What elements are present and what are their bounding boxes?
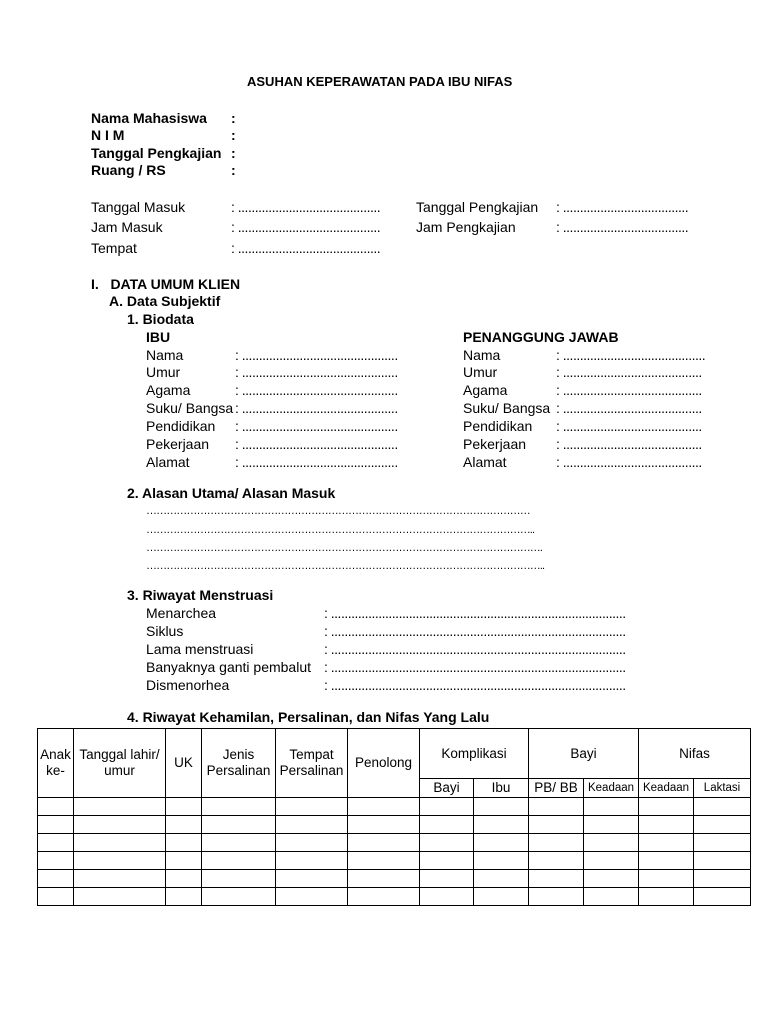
table-cell[interactable]	[38, 798, 74, 816]
reason-line[interactable]: ………………………………………………………………………………………………………..	[146, 560, 545, 572]
mother-field[interactable]: : ..............................................	[235, 364, 398, 380]
table-row	[38, 798, 751, 816]
table-cell[interactable]	[529, 870, 584, 888]
table-cell[interactable]	[639, 798, 694, 816]
time-in-field[interactable]: : ..........................................	[231, 219, 381, 235]
table-cell[interactable]	[276, 870, 348, 888]
assess-time-label: Jam Pengkajian	[416, 219, 516, 235]
table-cell[interactable]	[694, 852, 751, 870]
place-label: Tempat	[91, 240, 137, 256]
table-cell[interactable]	[584, 834, 639, 852]
table-cell[interactable]	[74, 816, 166, 834]
colon: :	[231, 162, 236, 178]
history-table	[37, 728, 751, 906]
table-cell[interactable]	[694, 798, 751, 816]
student-date-label: Tanggal Pengkajian	[91, 145, 222, 161]
table-cell[interactable]	[276, 888, 348, 906]
table-cell[interactable]	[74, 870, 166, 888]
guardian-field[interactable]: : .........................................	[556, 418, 702, 434]
table-cell[interactable]	[474, 816, 529, 834]
subsection-subjective-data: A. Data Subjektif	[109, 293, 221, 309]
table-cell[interactable]	[420, 888, 474, 906]
table-cell[interactable]	[38, 816, 74, 834]
table-cell[interactable]	[694, 816, 751, 834]
assess-time-field[interactable]: : .....................................	[556, 219, 689, 235]
table-row	[38, 816, 751, 834]
guardian-heading: PENANGGUNG JAWAB	[463, 329, 619, 345]
guardian-label: Alamat	[463, 454, 507, 470]
table-cell[interactable]	[276, 798, 348, 816]
col-header-helper: Penolong	[348, 729, 420, 798]
colon: :	[231, 127, 236, 143]
subheader-comp-mother: Ibu	[474, 779, 529, 798]
table-cell[interactable]	[584, 870, 639, 888]
menstruation-label: Dismenorhea	[146, 677, 230, 693]
menstruation-heading: 3. Riwayat Menstruasi	[127, 587, 274, 603]
mother-label: Pendidikan	[146, 418, 216, 434]
guardian-label: Pendidikan	[463, 418, 533, 434]
mother-label: Umur	[146, 364, 181, 380]
table-cell[interactable]	[166, 888, 202, 906]
mother-label: Pekerjaan	[146, 436, 210, 452]
table-cell[interactable]	[166, 798, 202, 816]
reason-line[interactable]: ……………………………………………………………………………………………………….	[146, 542, 543, 554]
table-cell[interactable]	[276, 834, 348, 852]
guardian-field[interactable]: : .........................................	[556, 400, 702, 416]
table-cell[interactable]	[584, 852, 639, 870]
menstruation-label: Banyaknya ganti pembalut	[146, 659, 311, 675]
table-row	[38, 870, 751, 888]
table-cell[interactable]	[474, 888, 529, 906]
student-name-label: Nama Mahasiswa	[91, 110, 207, 126]
col-header-complication: Komplikasi	[420, 729, 529, 779]
mother-heading: IBU	[146, 329, 171, 345]
table-cell[interactable]	[38, 888, 74, 906]
reason-heading: 2. Alasan Utama/ Alasan Masuk	[127, 485, 336, 501]
reason-line[interactable]: ……………………………………………………………………………………………………	[146, 505, 530, 517]
section-heading-general-data: I. DATA UMUM KLIEN	[91, 276, 241, 292]
subheader-baby-state: Keadaan	[584, 779, 639, 798]
table-cell[interactable]	[202, 852, 276, 870]
col-header-delivery-type: Jenis Persalinan	[202, 729, 276, 798]
guardian-label: Agama	[463, 382, 508, 398]
table-cell[interactable]	[639, 852, 694, 870]
page-title: ASUHAN KEPERAWATAN PADA IBU NIFAS	[247, 74, 513, 89]
table-cell[interactable]	[639, 888, 694, 906]
reason-line[interactable]: ……………………………………………………………………………………………………..	[146, 524, 535, 536]
date-in-label: Tanggal Masuk	[91, 199, 186, 215]
table-cell[interactable]	[584, 798, 639, 816]
table-row	[38, 888, 751, 906]
guardian-field[interactable]: : .........................................	[556, 382, 702, 398]
table-cell[interactable]	[474, 798, 529, 816]
mother-field[interactable]: : ..............................................	[235, 400, 398, 416]
student-nim-label: N I M	[91, 127, 125, 143]
table-cell[interactable]	[74, 834, 166, 852]
table-cell[interactable]	[639, 870, 694, 888]
menstruation-label: Lama menstruasi	[146, 641, 254, 657]
menstruation-field[interactable]: : .......................................................................................	[324, 659, 626, 675]
table-cell[interactable]	[529, 816, 584, 834]
table-cell[interactable]	[639, 834, 694, 852]
table-cell[interactable]	[420, 798, 474, 816]
table-cell[interactable]	[38, 852, 74, 870]
menstruation-field[interactable]: : .......................................................................................	[324, 641, 626, 657]
table-cell[interactable]	[474, 852, 529, 870]
mother-field[interactable]: : ..............................................	[235, 347, 398, 363]
table-cell[interactable]	[166, 870, 202, 888]
table-cell[interactable]	[694, 834, 751, 852]
col-header-uk: UK	[166, 729, 202, 798]
menstruation-field[interactable]: : .......................................................................................	[324, 605, 626, 621]
table-cell[interactable]	[276, 852, 348, 870]
mother-field[interactable]: : ..............................................	[235, 436, 398, 452]
menstruation-field[interactable]: : .......................................................................................	[324, 623, 626, 639]
assess-date-label: Tanggal Pengkajian	[416, 199, 539, 215]
table-cell[interactable]	[166, 834, 202, 852]
subheader-lactation: Laktasi	[694, 779, 751, 798]
table-cell[interactable]	[348, 816, 420, 834]
table-cell[interactable]	[38, 870, 74, 888]
col-header-delivery-place: Tempat Persalinan	[276, 729, 348, 798]
table-cell[interactable]	[420, 816, 474, 834]
table-row	[38, 834, 751, 852]
table-cell[interactable]	[694, 870, 751, 888]
table-cell[interactable]	[166, 852, 202, 870]
guardian-field[interactable]: : ..........................................	[556, 347, 706, 363]
guardian-label: Pekerjaan	[463, 436, 527, 452]
table-cell[interactable]	[202, 888, 276, 906]
table-cell[interactable]	[529, 888, 584, 906]
table-cell[interactable]	[74, 852, 166, 870]
table-cell[interactable]	[474, 870, 529, 888]
assess-date-field[interactable]: : .....................................	[556, 199, 689, 215]
menstruation-field[interactable]: : .......................................................................................	[324, 677, 626, 693]
table-cell[interactable]	[202, 816, 276, 834]
table-cell[interactable]	[348, 870, 420, 888]
table-cell[interactable]	[474, 834, 529, 852]
table-cell[interactable]	[584, 888, 639, 906]
colon: :	[231, 110, 236, 126]
col-header-postpartum: Nifas	[639, 729, 751, 779]
table-cell[interactable]	[529, 798, 584, 816]
table-row	[38, 852, 751, 870]
history-heading: 4. Riwayat Kehamilan, Persalinan, dan Nifas Yang Lalu	[127, 709, 490, 725]
col-header-child: Anak ke-	[38, 729, 74, 798]
col-header-baby: Bayi	[529, 729, 639, 779]
subheader-nifas-state: Keadaan	[639, 779, 694, 798]
table-cell[interactable]	[584, 816, 639, 834]
mother-field[interactable]: : ..............................................	[235, 418, 398, 434]
table-cell[interactable]	[348, 798, 420, 816]
mother-field[interactable]: : ..............................................	[235, 382, 398, 398]
guardian-label: Suku/ Bangsa	[463, 400, 551, 416]
table-cell[interactable]	[420, 870, 474, 888]
table-cell[interactable]	[276, 816, 348, 834]
col-header-birthdate: Tanggal lahir/ umur	[74, 729, 166, 798]
table-cell[interactable]	[348, 888, 420, 906]
guardian-label: Nama	[463, 347, 501, 363]
menstruation-label: Menarchea	[146, 605, 217, 621]
table-cell[interactable]	[202, 870, 276, 888]
table-cell[interactable]	[529, 834, 584, 852]
guardian-field[interactable]: : .........................................	[556, 436, 702, 452]
table-cell[interactable]	[694, 888, 751, 906]
table-cell[interactable]	[420, 852, 474, 870]
mother-label: Alamat	[146, 454, 190, 470]
table-cell[interactable]	[74, 888, 166, 906]
table-cell[interactable]	[529, 852, 584, 870]
place-field[interactable]: : ..........................................	[231, 240, 381, 256]
table-cell[interactable]	[348, 852, 420, 870]
table-cell[interactable]	[420, 834, 474, 852]
mother-label: Suku/ Bangsa	[146, 400, 234, 416]
colon: :	[231, 145, 236, 161]
student-room-label: Ruang / RS	[91, 162, 166, 178]
item-biodata-heading: 1. Biodata	[127, 311, 194, 327]
table-cell[interactable]	[166, 816, 202, 834]
subheader-pb-bb: PB/ BB	[529, 779, 584, 798]
table-cell[interactable]	[348, 834, 420, 852]
guardian-field[interactable]: : .........................................	[556, 364, 702, 380]
mother-field[interactable]: : ..............................................	[235, 454, 398, 470]
mother-label: Agama	[146, 382, 191, 398]
table-cell[interactable]	[202, 798, 276, 816]
menstruation-label: Siklus	[146, 623, 184, 639]
table-cell[interactable]	[74, 798, 166, 816]
time-in-label: Jam Masuk	[91, 219, 163, 235]
table-cell[interactable]	[38, 834, 74, 852]
mother-label: Nama	[146, 347, 184, 363]
table-cell[interactable]	[639, 816, 694, 834]
date-in-field[interactable]: : ..........................................	[231, 199, 381, 215]
guardian-field[interactable]: : .........................................	[556, 454, 702, 470]
subheader-comp-baby: Bayi	[420, 779, 474, 798]
table-cell[interactable]	[202, 834, 276, 852]
guardian-label: Umur	[463, 364, 498, 380]
